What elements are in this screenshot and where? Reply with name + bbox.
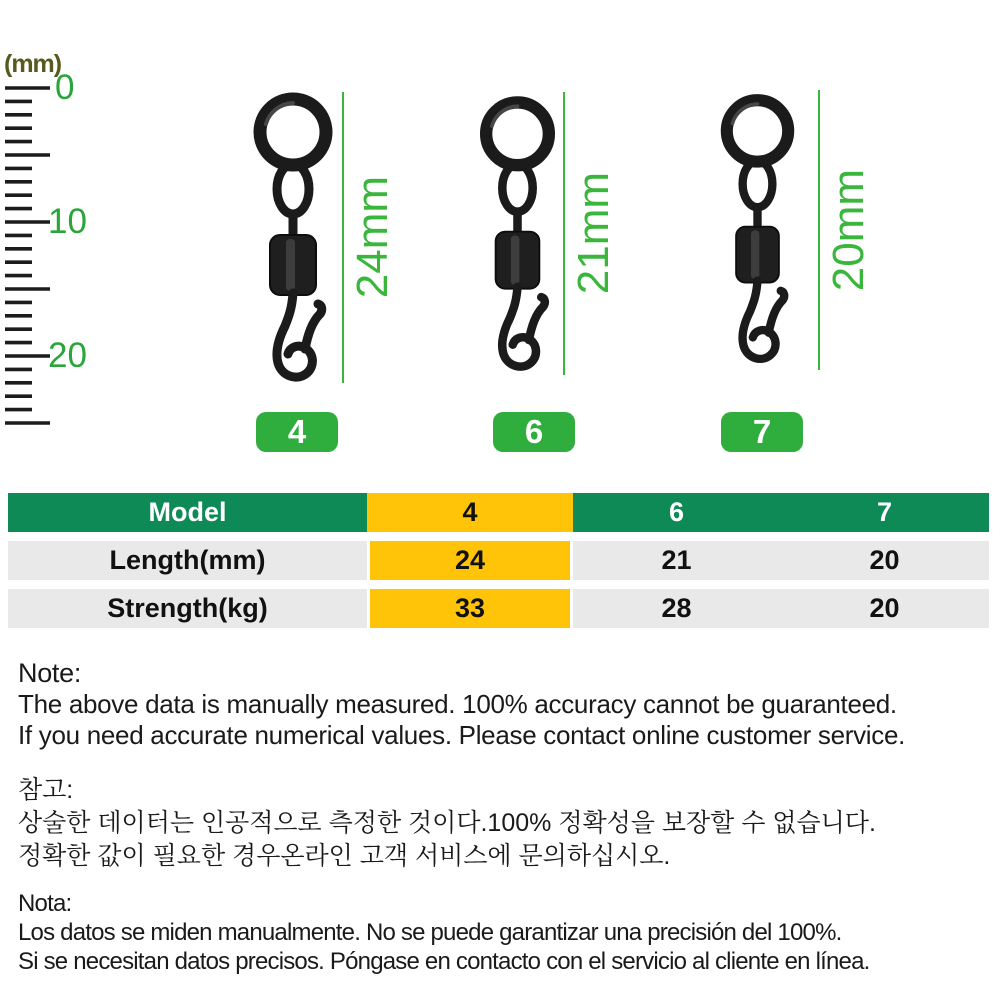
note-spanish (18, 889, 869, 976)
ruler-unit-label: (mm) (4, 50, 62, 78)
size-badge-7: 7 (721, 412, 803, 452)
measure-label-size-7: 20mm (824, 169, 873, 292)
note-english-line-1: The above data is manually measured. 100% accuracy cannot be guaranteed. (18, 689, 897, 719)
note-spanish-line-1: Los datos se miden manualmente. No se puede garantizar una precisión del 100%. (18, 919, 842, 946)
row-label-strength: Strength(kg) (8, 589, 367, 628)
row-label-length: Length(mm) (8, 541, 367, 580)
size-badge-4: 4 (256, 412, 338, 452)
measure-label-size-4: 24mm (348, 176, 397, 299)
table-header-row (8, 493, 989, 532)
ruler-label-20: 20 (48, 336, 87, 375)
ruler-label-10: 10 (48, 202, 87, 241)
note-spanish-line-2: Si se necesitan datos precisos. Póngase en contacto con el servicio al cliente en línea. (18, 948, 870, 975)
header-cell-size-6: 6 (573, 493, 780, 532)
measure-line-size-4 (342, 92, 344, 383)
length-value-size-7: 20 (780, 541, 989, 580)
ruler-label-0: 0 (55, 68, 75, 107)
header-cell-model: Model (8, 493, 367, 532)
length-value-size-4: 24 (367, 541, 573, 580)
swivel-photo-size-6 (470, 92, 565, 377)
ruler-ticks (4, 82, 54, 432)
measure-line-size-7 (818, 90, 820, 370)
strength-value-size-4: 33 (367, 589, 573, 628)
measure-label-size-6: 21mm (569, 172, 618, 295)
note-english-line-2: If you need accurate numerical values. Please contact online customer service. (18, 720, 906, 750)
note-english-title: Note: (18, 658, 82, 688)
header-cell-size-7: 7 (780, 493, 989, 532)
note-spanish-title: Nota: (18, 890, 72, 917)
strength-value-size-6: 28 (573, 589, 780, 628)
note-korean-line-2: 정확한 값이 필요한 경우온라인 고객 서비스에 문의하십시오. (18, 842, 671, 870)
note-english (18, 658, 905, 751)
header-cell-size-4: 4 (367, 493, 573, 532)
note-korean-line-1: 상술한 데이터는 인공적으로 측정한 것이다.100% 정확성을 보장할 수 없습니다. (18, 809, 876, 837)
note-korean (18, 774, 876, 873)
note-korean-title: 참고: (18, 776, 74, 804)
length-value-size-6: 21 (573, 541, 780, 580)
strength-value-size-7: 20 (780, 589, 989, 628)
size-badge-6: 6 (493, 412, 575, 452)
measure-line-size-6 (563, 92, 565, 375)
swivel-photo-size-4 (243, 88, 343, 388)
table-row-length (8, 541, 989, 580)
table-row-strength (8, 589, 989, 628)
swivel-photo-size-7 (711, 90, 804, 369)
